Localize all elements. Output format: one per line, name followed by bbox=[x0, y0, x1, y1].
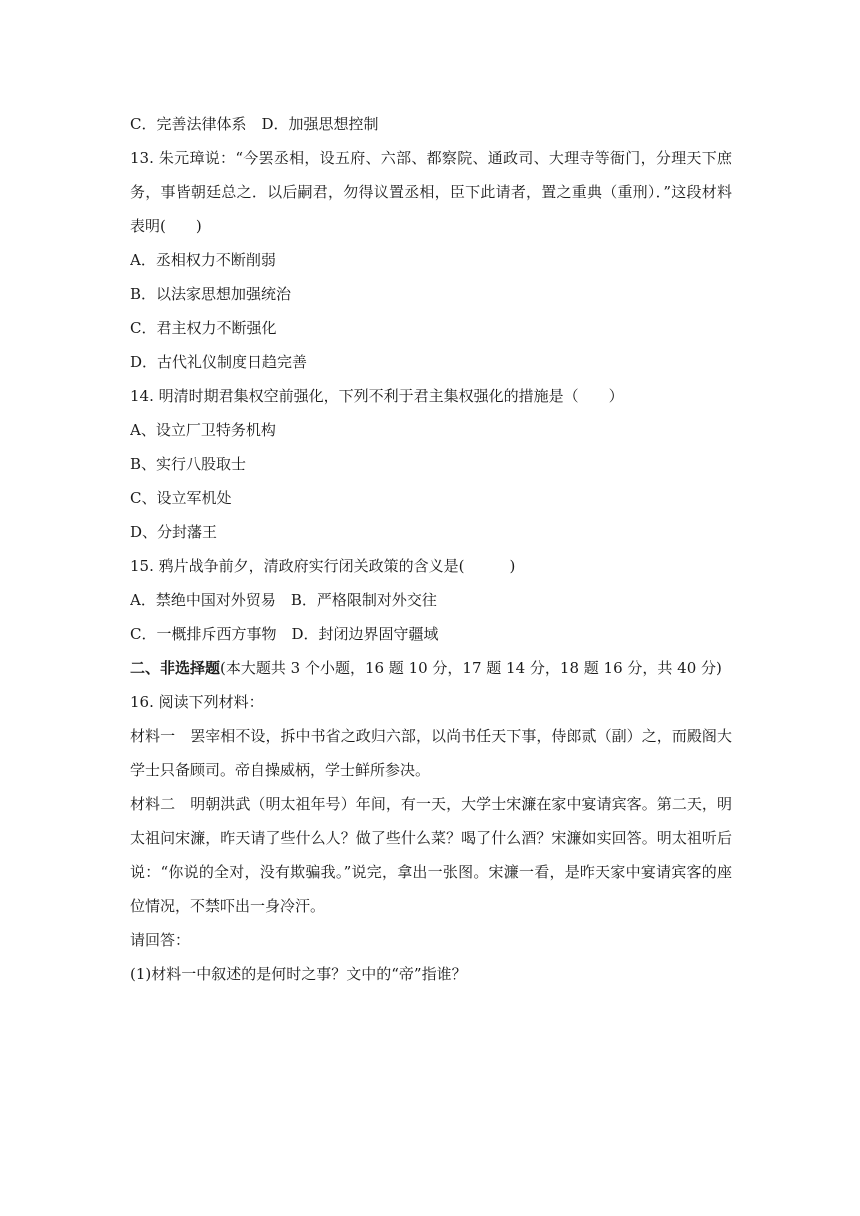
question-13-stem: 13. 朱元璋说：“今罢丞相，设五府、六部、都察院、通政司、大理寺等衙门，分理天下庶务，事皆朝廷总之．以后嗣君，勿得议置丞相，臣下此请者，置之重典（重刑）．”这段材料表明( ) bbox=[130, 149, 732, 235]
question-14-stem: 14. 明清时期君集权空前强化，下列不利于君主集权强化的措施是（ ） bbox=[130, 387, 624, 405]
please-answer-label: 请回答： bbox=[130, 931, 191, 949]
question-14-option-d: D、分封藩王 bbox=[130, 523, 218, 541]
question-15-stem: 15. 鸦片战争前夕，清政府实行闭关政策的含义是( ) bbox=[130, 557, 516, 575]
section-2-title: 二、非选择题 bbox=[130, 659, 221, 677]
question-13-option-d: D．古代礼仪制度日趋完善 bbox=[130, 353, 308, 371]
question-15-options-ab: A．禁绝中国对外贸易 B．严格限制对外交往 bbox=[130, 591, 437, 609]
material-1: 材料一 罢宰相不设，拆中书省之政归六部，以尚书任天下事，侍郎贰（副）之，而殿阁大学士只备顾司。帝自操威柄，学士鲜所参决。 bbox=[130, 727, 732, 779]
question-13-option-a: A．丞相权力不断削弱 bbox=[130, 251, 276, 269]
question-14-option-a: A、设立厂卫特务机构 bbox=[130, 421, 276, 439]
question-16-stem: 16. 阅读下列材料： bbox=[130, 693, 264, 711]
question-14-option-c: C、设立军机处 bbox=[130, 489, 232, 507]
sub-question-1: (1)材料一中叙述的是何时之事？文中的“帝”指谁？ bbox=[130, 965, 467, 983]
question-13-option-c: C．君主权力不断强化 bbox=[130, 319, 277, 337]
material-2: 材料二 明朝洪武（明太祖年号）年间，有一天，大学士宋濂在家中宴请宾客。第二天，明太祖问宋濂，昨天请了些什么人？做了些什么菜？喝了什么酒？宋濂如实回答。明太祖听后说：“你说的全对，没有欺骗我。”说完，拿出一张图。宋濂一看，是昨天家中宴请宾客的座位情况，不禁吓出一身冷汗。 bbox=[130, 795, 732, 915]
question-13-option-b: B．以法家思想加强统治 bbox=[130, 285, 292, 303]
question-15-options-cd: C．一概排斥西方事物 D．封闭边界固守疆域 bbox=[130, 625, 439, 643]
section-2-heading bbox=[130, 651, 732, 685]
section-2-note: (本大题共 3 个小题，16 题 10 分，17 题 14 分，18 题 16 分，共 40 分) bbox=[220, 659, 722, 677]
q12-options-cd: C．完善法律体系 D．加强思想控制 bbox=[130, 115, 379, 133]
question-14-option-b: B、实行八股取士 bbox=[130, 455, 247, 473]
document-page bbox=[130, 107, 732, 991]
